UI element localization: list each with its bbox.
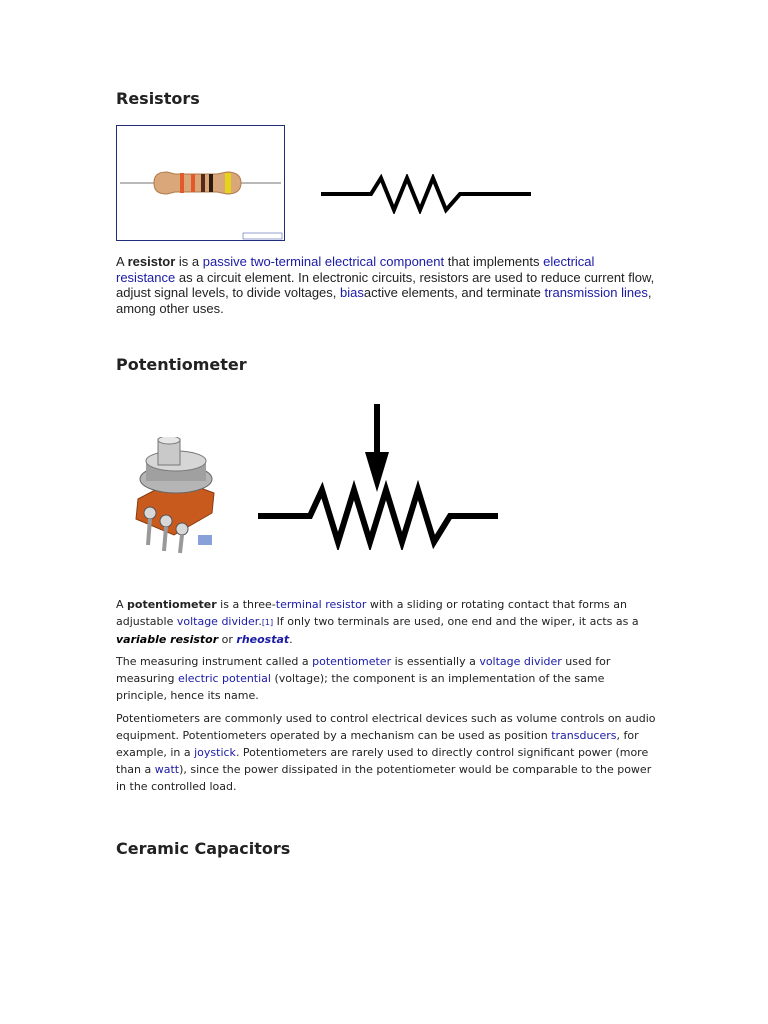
potentiometer-image [116,437,243,554]
resistor-symbol [320,174,532,214]
text-segment: used for measuring [116,655,611,685]
text-segment: . Potentiometers are rarely used to directly control significant power (more than a [116,746,649,776]
text-segment: Potentiometers are commonly used to control electrical devices such as volume controls on audio equipment. Potentiometers operated by a mechanism can be used as position [116,712,656,742]
link-rheostat[interactable]: rheostat [236,633,290,646]
citation-link[interactable]: [1] [261,618,274,627]
text-segment: as a circuit element. In electronic circuits, resistors are used to reduce current flow, adjust signal levels, to divide voltages, [116,269,655,300]
resistor-photo [116,125,285,241]
text-segment: , for example, in a [116,729,639,759]
term-resistor: resistor [127,254,176,269]
link-variable-resistor[interactable]: variable resistor [116,633,219,646]
text-segment: is a three- [216,598,276,611]
text-segment: is essentially a [391,655,480,668]
link-voltage-divider[interactable]: voltage divider [176,615,259,628]
link-electric-potential[interactable]: electric potential [177,672,271,685]
text-segment: is a [175,254,203,269]
link-terminal[interactable]: terminal [275,598,322,611]
potentiometer-paragraph-1 [116,596,656,648]
resistor-paragraph [116,254,656,316]
term-potentiometer: potentiometer [127,598,217,611]
link-joystick[interactable]: joystick [194,746,236,759]
link-two-terminal[interactable]: two-terminal [250,254,322,269]
potentiometer-photo [116,437,243,554]
text-segment: If only two terminals are used, one end and the wiper, it acts as a [273,615,639,628]
text-segment: active elements, and terminate [363,285,545,300]
ceramic-capacitors-heading: Ceramic Capacitors [116,839,291,858]
resistor-image [117,126,284,240]
text-segment: with a sliding or rotating contact that forms an adjustable [116,598,627,628]
link-electrical-resistance[interactable]: electrical resistance [116,254,595,285]
link-transducers[interactable]: transducers [551,729,617,742]
link-passive[interactable]: passive [202,254,247,269]
link-voltage-divider-2[interactable]: voltage divider [479,655,562,668]
link-watt[interactable]: watt [154,763,180,776]
potentiometer-paragraph-2 [116,653,656,704]
potentiometer-symbol [256,400,500,550]
potentiometer-paragraph-3 [116,710,656,795]
text-segment: (voltage); the component is an implementation of the same principle, hence its name. [116,672,605,702]
link-electrical-component[interactable]: electrical component [324,254,445,269]
potentiometer-heading: Potentiometer [116,355,247,374]
text-segment: . [289,633,293,646]
text-segment: . [258,615,262,628]
text-segment: or [218,633,237,646]
text-segment: A [116,598,128,611]
text-segment: A [116,254,128,269]
resistors-heading: Resistors [116,89,200,108]
link-potentiometer[interactable]: potentiometer [312,655,392,668]
text-segment: that implements [444,254,544,269]
text-segment: , among other uses. [116,285,652,316]
link-resistor[interactable]: resistor [325,598,367,611]
text-segment: The measuring instrument called a [116,655,313,668]
link-bias[interactable]: bias [340,285,364,300]
link-transmission-lines[interactable]: transmission lines [544,285,648,300]
text-segment: ), since the power dissipated in the potentiometer would be comparable to the power in the controlled load. [116,763,652,793]
